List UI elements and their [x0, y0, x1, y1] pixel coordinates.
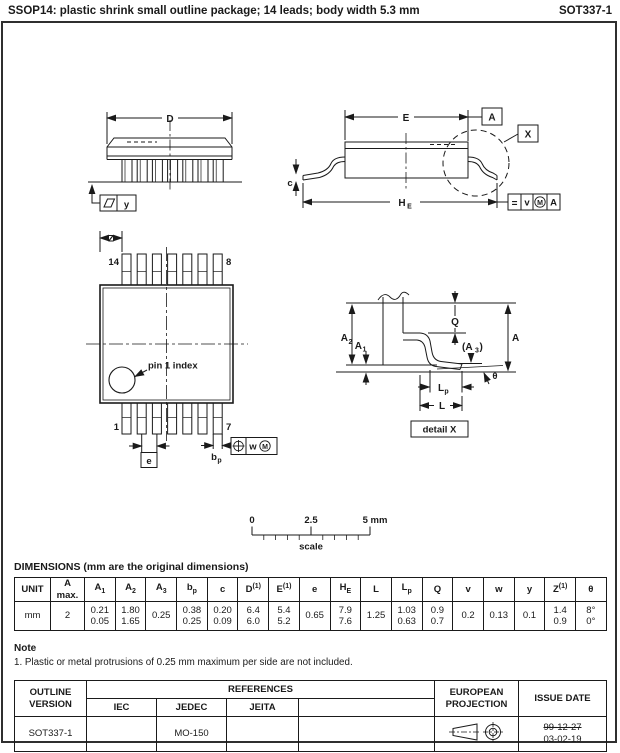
datum-a-label: A [488, 112, 496, 124]
end-view-top-right [296, 108, 560, 210]
dimensions-title: DIMENSIONS (mm are the original dimensions) [14, 561, 249, 573]
pin1-index-label: pin 1 index [148, 360, 198, 372]
scale-bar [252, 527, 370, 541]
package-body-end-view [345, 142, 468, 178]
outline-version-value: SOT337-1 [15, 717, 87, 752]
m-label: M [537, 200, 543, 207]
references-blank-value [299, 717, 435, 752]
dim-label-e-pitch: e [146, 456, 152, 467]
dim-label-a1-sub: 1 [362, 346, 367, 354]
jeita-value [227, 717, 299, 752]
dim-col-value: 7.9 7.6 [330, 602, 361, 631]
dim-col-value: 0.2 [453, 602, 484, 631]
tol-datum-a-label: A [550, 197, 557, 209]
dim-col-header: $D^{(1)}$ [238, 578, 269, 602]
dim-col-value: 0.25 [146, 602, 177, 631]
footer-table [14, 680, 607, 752]
references-blank-header [299, 699, 435, 717]
dim-label-a3-close: ) [479, 342, 483, 353]
jedec-value: MO-150 [157, 717, 227, 752]
pin-14-label: 14 [108, 257, 119, 268]
note-item: 1. Plastic or metal protrusions of 0.25 mm maximum per side are not included. [14, 657, 353, 668]
dim-col-header: v [453, 578, 484, 602]
dim-col-header: θ [576, 578, 607, 602]
dim-label-a3-sub: 3 [475, 347, 479, 355]
bottom-pin-row [122, 403, 222, 434]
dim-label-l: L [438, 401, 446, 412]
dim-label-q: Q [451, 317, 459, 328]
dim-col-value: 8° 0° [576, 602, 607, 631]
dim-label-a3: (A [462, 342, 473, 353]
doc-id: SOT337-1 [558, 5, 612, 17]
left-lead-upper [303, 157, 345, 176]
dim-col-header: $A_1$ [85, 578, 116, 602]
detail-x-caption: detail X [422, 424, 457, 436]
side-view-top-left [88, 112, 242, 211]
lead-upper-surface [403, 333, 462, 364]
scale-mid-label: 2.5 [304, 515, 318, 526]
jeita-header: JEITA [227, 699, 299, 717]
dim-col-header: e [299, 578, 330, 602]
pin-1-label: 1 [113, 422, 119, 433]
issue-date-new: 03-02-19 [543, 734, 582, 745]
dim-label-c: c [287, 178, 293, 189]
dim-col-header: A max. [51, 578, 85, 602]
pin-8-label: 8 [226, 257, 232, 268]
dim-col-header: L [361, 578, 392, 602]
dim-col-value: 0.13 [483, 602, 514, 631]
dim-label-lp: L [437, 383, 445, 394]
dim-label-a2-sub: 2 [348, 339, 353, 346]
european-projection-header: EUROPEAN PROJECTION [435, 681, 519, 717]
dim-col-header: $A_3$ [146, 578, 177, 602]
m-label: M [262, 444, 268, 451]
scale-zero-label: 0 [249, 515, 255, 526]
dim-col-header: $Z^{(1)}$ [545, 578, 576, 602]
dim-col-header: UNIT [15, 578, 51, 602]
dim-col-value: 6.4 6.0 [238, 602, 269, 631]
dim-label-e: E [402, 113, 410, 124]
dim-label-d: D [166, 114, 174, 125]
dim-col-header: $L_p$ [391, 578, 422, 602]
tol-w-label: w [249, 441, 257, 453]
dim-label-lp-sub: p [444, 388, 449, 396]
issue-date-header: ISSUE DATE [519, 681, 607, 717]
dim-col-value: 2 [51, 602, 85, 631]
dim-col-header: $H_E$ [330, 578, 361, 602]
dimensions-table [14, 577, 607, 631]
issue-date-value [519, 717, 607, 752]
first-angle-projection-icon [448, 719, 506, 745]
dim-col-header: $b_p$ [177, 578, 208, 602]
symmetry-symbol-icon: = [511, 198, 518, 210]
dim-label-a: A [512, 333, 520, 344]
iec-header: IEC [87, 699, 157, 717]
tol-v-label: v [524, 197, 530, 209]
dim-label-z: Z [108, 233, 114, 245]
dim-col-header: Q [422, 578, 453, 602]
issue-date-old: 99-12-27 [543, 722, 582, 734]
scale-caption: scale [299, 541, 323, 553]
note-heading: Note [14, 643, 37, 654]
dim-col-value: 1.03 0.63 [391, 602, 422, 631]
dim-col-value: 0.21 0.05 [85, 602, 116, 631]
dim-col-value: 0.65 [299, 602, 330, 631]
dim-label-he-sub: E [407, 203, 412, 211]
scale-end-label: 5 mm [362, 515, 388, 526]
flatness-y-label: y [123, 199, 130, 211]
dim-label-a1: A [354, 341, 362, 352]
dim-col-value: 1.4 0.9 [545, 602, 576, 631]
dim-col-value: 1.25 [361, 602, 392, 631]
dim-col-header: c [207, 578, 238, 602]
dim-col-value: 1.80 1.65 [115, 602, 146, 631]
pin-7-label: 7 [226, 422, 232, 433]
detail-x-ref-label: X [524, 129, 532, 141]
dim-col-value: 5.4 5.2 [269, 602, 300, 631]
dim-col-header: $E^{(1)}$ [269, 578, 300, 602]
outline-version-header: OUTLINE VERSION [15, 681, 87, 717]
dim-col-value: 0.1 [514, 602, 545, 631]
dim-col-value: 0.20 0.09 [207, 602, 238, 631]
top-pin-row [122, 254, 222, 285]
dim-col-value: mm [15, 602, 51, 631]
references-header: REFERENCES [87, 681, 435, 699]
dim-label-bp-sub: p [217, 457, 222, 465]
flatness-parallelogram-icon [104, 199, 115, 207]
pin1-index-circle [109, 367, 135, 393]
leads-side-view [122, 160, 223, 183]
dim-col-header: y [514, 578, 545, 602]
dim-col-value: 0.38 0.25 [177, 602, 208, 631]
dim-col-header: $A_2$ [115, 578, 146, 602]
dim-label-he: H [398, 198, 406, 209]
dim-col-value: 0.9 0.7 [422, 602, 453, 631]
jedec-header: JEDEC [157, 699, 227, 717]
dim-label-theta: θ [492, 371, 498, 382]
dim-label-a2: A [340, 333, 348, 344]
page-title: SSOP14: plastic shrink small outline package; 14 leads; body width 5.3 mm [8, 5, 420, 17]
dim-col-header: w [483, 578, 514, 602]
iec-value [87, 717, 157, 752]
projection-symbol-cell [435, 717, 519, 752]
detail-x-view [336, 291, 516, 437]
right-lead-upper [468, 157, 497, 176]
dim-label-bp: b [211, 452, 217, 463]
